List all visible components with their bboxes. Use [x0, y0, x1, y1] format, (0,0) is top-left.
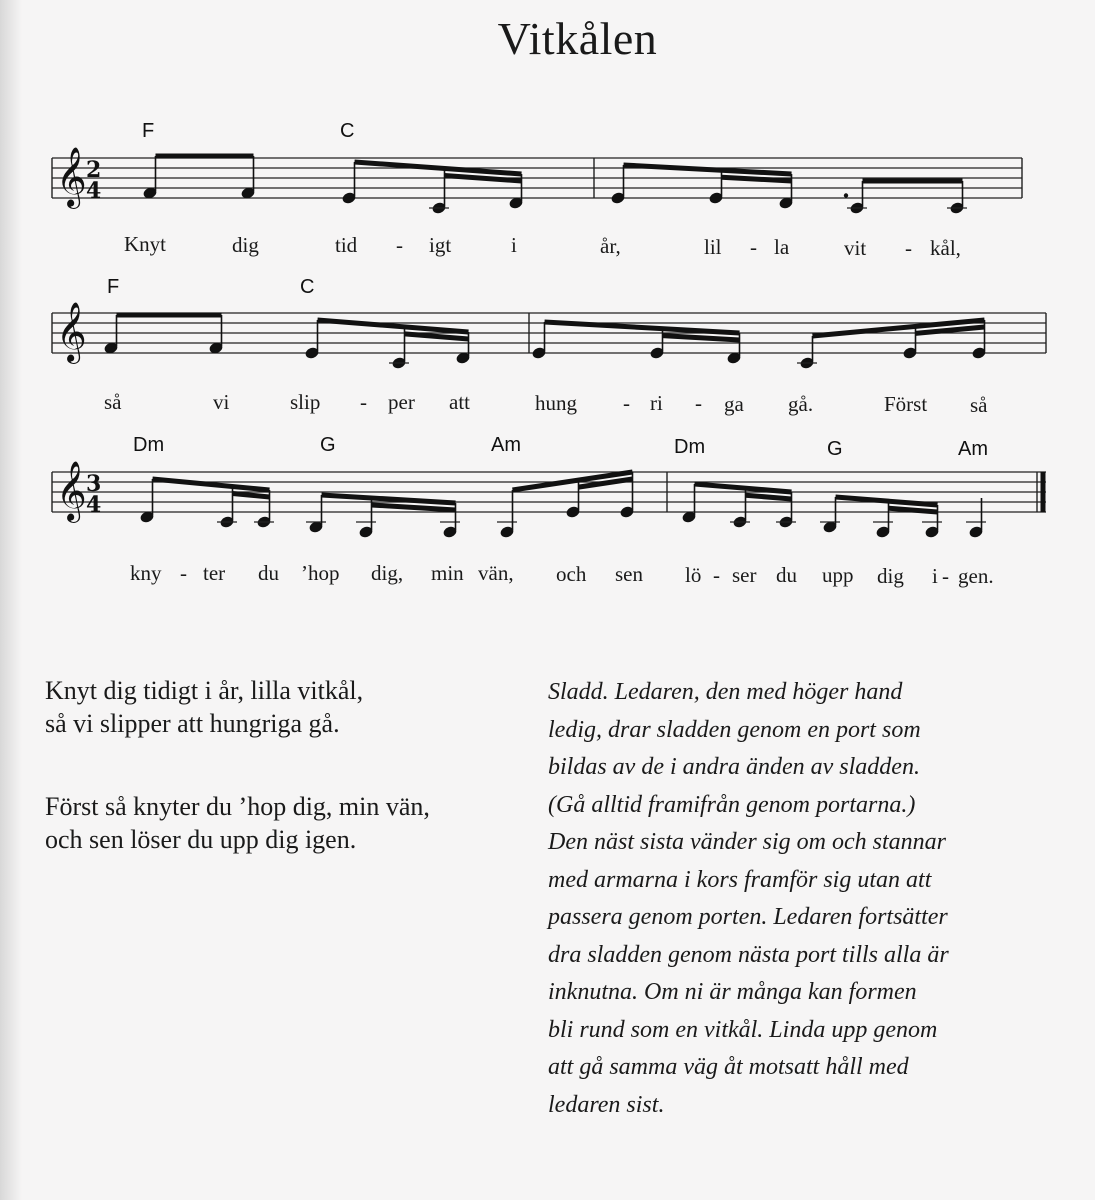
lyric-syllable: så	[970, 393, 988, 417]
lyric-syllable: hung	[535, 391, 577, 415]
time-signature-top: 3	[86, 471, 102, 497]
beam	[545, 322, 740, 333]
chord-symbol: F	[142, 120, 155, 142]
lyric-hyphen: -	[623, 391, 630, 415]
verse-stanza-2	[45, 790, 430, 856]
lyric-syllable: lil	[704, 235, 722, 259]
lyric-syllable: och	[556, 562, 587, 586]
beam-secondary	[372, 505, 456, 510]
lyric-syllable: ga	[724, 392, 744, 416]
time-signature-top: 2	[86, 157, 102, 183]
instruction-line: inknutna. Om ni är många kan formen	[548, 979, 917, 1005]
dotted-rhythm-dot	[844, 193, 848, 197]
instruction-line: ledaren sist.	[548, 1091, 665, 1118]
beam	[836, 497, 938, 505]
lyric-syllable: min	[431, 561, 464, 585]
lyric-hyphen: -	[905, 236, 912, 260]
beam	[153, 479, 270, 490]
instruction-line: bli rund som en vitkål. Linda upp genom	[548, 1016, 938, 1043]
lyric-syllable: gen.	[958, 564, 994, 588]
instruction-line: passera genom porten. Ledaren fortsätter	[548, 904, 948, 930]
chord-symbol: C	[340, 120, 355, 142]
chord-symbol: F	[107, 276, 120, 298]
lyric-syllable: kål,	[930, 236, 961, 260]
lyric-hyphen: -	[750, 235, 757, 259]
instruction-line: bildas av de i andra änden av sladden.	[548, 754, 920, 780]
chord-symbol: Dm	[133, 434, 165, 456]
lyric-syllable: igt	[429, 233, 452, 257]
beam-secondary	[405, 334, 469, 339]
lyric-syllable: tid	[335, 233, 358, 257]
lyric-syllable: ser	[732, 563, 757, 587]
lyric-syllable: Knyt	[124, 232, 166, 256]
beam	[318, 320, 469, 332]
lyric-syllable: per	[388, 390, 415, 414]
song-title: Vitkålen	[497, 13, 658, 64]
chord-symbol: Dm	[674, 436, 706, 458]
beam-secondary	[663, 336, 740, 340]
lyric-syllable: kny	[130, 561, 162, 585]
lyric-syllable: la	[774, 235, 790, 259]
lyric-hyphen: -	[360, 390, 367, 414]
lyric-syllable: du	[258, 561, 279, 585]
lyric-hyphen: -	[713, 563, 720, 587]
beam-secondary	[233, 494, 270, 497]
verse-stanza-1	[45, 674, 363, 740]
lyric-syllable: ter	[203, 561, 226, 585]
time-signature-bottom: 4	[86, 492, 102, 518]
lyric-syllable: gå.	[788, 392, 814, 416]
lyric-syllable: Först	[884, 392, 928, 416]
lyric-syllable: slip	[290, 390, 321, 414]
beam	[695, 484, 792, 492]
lyric-hyphen: -	[695, 391, 702, 415]
verse-line: och sen löser du upp dig igen.	[45, 825, 357, 854]
verse-line: Först så knyter du ’hop dig, min vän,	[45, 792, 430, 821]
lyric-syllable: vit	[844, 236, 867, 260]
game-instructions	[548, 674, 1068, 1124]
chord-symbol: C	[300, 276, 315, 298]
lyric-syllable: dig,	[371, 561, 404, 585]
lyric-syllable: sen	[615, 562, 643, 586]
lyric-syllable: dig	[877, 564, 904, 588]
beam-secondary	[445, 175, 522, 181]
lyric-syllable: upp	[822, 563, 854, 587]
beam-secondary	[746, 495, 792, 499]
lyric-hyphen: -	[942, 564, 949, 588]
lyric-syllable: ’hop	[301, 561, 340, 585]
beam	[624, 165, 792, 174]
lyric-syllable: lö	[685, 563, 702, 587]
lyric-hyphen: -	[396, 233, 403, 257]
lyric-syllable: i	[511, 233, 517, 257]
instruction-line: Den näst sista vänder sig om och stannar	[548, 829, 946, 855]
treble-clef: 𝄞	[56, 302, 87, 362]
instruction-line: (Gå alltid framifrån genom portarna.)	[548, 791, 916, 818]
lyric-syllable: dig	[232, 233, 259, 257]
time-signature-bottom: 4	[86, 178, 102, 204]
lyric-syllable: vi	[213, 390, 230, 414]
chord-symbol: G	[320, 434, 336, 456]
chord-symbol: G	[827, 438, 843, 460]
instruction-line: att gå samma väg åt motsatt håll med	[548, 1054, 909, 1080]
lyric-hyphen: -	[180, 561, 187, 585]
lyric-syllable: du	[776, 563, 797, 587]
lyric-syllable: så	[104, 390, 122, 414]
instruction-line: dra sladden genom nästa port tills alla är	[548, 941, 949, 968]
treble-clef: 𝄞	[56, 147, 87, 207]
lyric-syllable: att	[449, 390, 470, 414]
lyric-syllable: år,	[600, 234, 621, 258]
lyric-syllable: ri	[650, 391, 663, 415]
instruction-line: Sladd. Ledaren, den med höger hand	[548, 679, 903, 705]
verse-line: Knyt dig tidigt i år, lilla vitkål,	[45, 676, 364, 705]
treble-clef: 𝄞	[56, 461, 87, 521]
lyric-syllable: vän,	[478, 561, 514, 585]
verse-line: så vi slipper att hungriga gå.	[45, 709, 340, 738]
instruction-line: med armarna i kors framför sig utan att	[548, 866, 932, 893]
chord-symbol: Am	[958, 438, 988, 460]
lyric-syllable: i	[932, 564, 938, 588]
chord-symbol: Am	[491, 434, 521, 456]
instruction-line: ledig, drar sladden genom en port som	[548, 716, 921, 743]
